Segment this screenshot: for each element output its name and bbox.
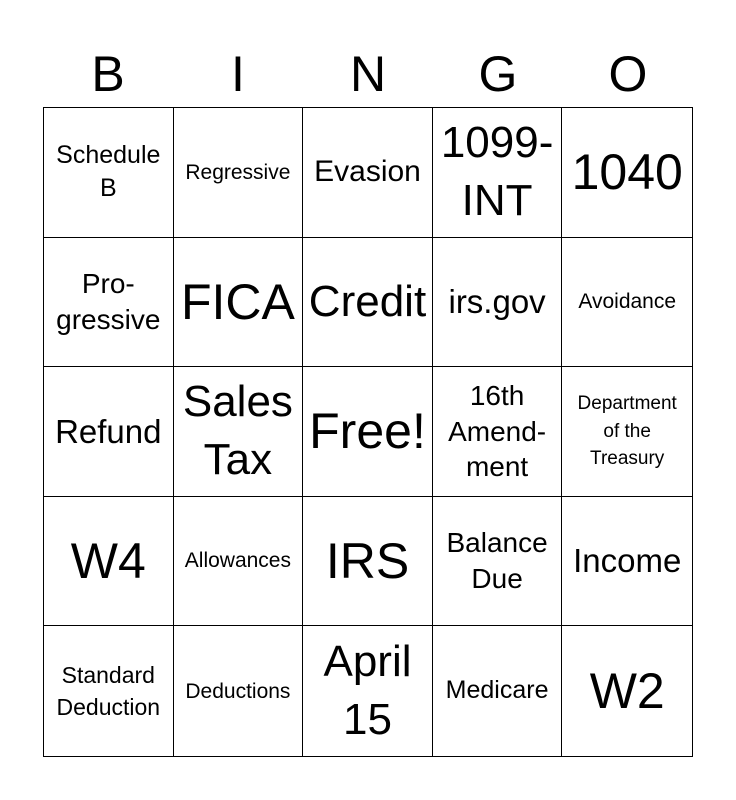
bingo-cell-r1c3[interactable]: [303, 108, 433, 238]
header-letter-n: N: [349, 46, 387, 102]
bingo-board: [43, 107, 693, 757]
cell-label: Balance Due: [446, 527, 548, 595]
cell-label: Regressive: [185, 160, 291, 184]
bingo-cell-r4c5[interactable]: [562, 497, 692, 627]
bingo-cell-r2c4[interactable]: [433, 238, 563, 368]
cell-label: Income: [573, 542, 682, 580]
cell-label: April 15: [323, 637, 412, 745]
bingo-header: [43, 40, 693, 108]
header-letter-g: G: [478, 46, 518, 102]
cell-label: IRS: [325, 533, 410, 590]
bingo-cell-r3c1[interactable]: [44, 367, 174, 497]
bingo-cell-r5c5[interactable]: [562, 626, 692, 756]
bingo-cell-r5c1[interactable]: [44, 626, 174, 756]
cell-label: W2: [589, 663, 665, 720]
cell-label: Standard Deduction: [56, 662, 161, 721]
bingo-cell-r5c3[interactable]: [303, 626, 433, 756]
cell-label: Free!: [309, 403, 426, 460]
bingo-cell-r5c4[interactable]: [433, 626, 563, 756]
bingo-cell-r5c2[interactable]: [174, 626, 304, 756]
cell-label: Allowances: [184, 549, 291, 573]
bingo-cell-r3c4[interactable]: [433, 367, 563, 497]
bingo-cell-r3c2[interactable]: [174, 367, 304, 497]
cell-label: Deductions: [185, 679, 291, 703]
bingo-cell-r3c5[interactable]: [562, 367, 692, 497]
cell-label: Department of the Treasury: [577, 393, 677, 470]
bingo-cell-r3c3[interactable]: [303, 367, 433, 497]
bingo-cell-r1c5[interactable]: [562, 108, 692, 238]
cell-label: irs.gov: [448, 283, 546, 321]
cell-label: Pro- gressive: [56, 268, 161, 335]
bingo-cell-r2c5[interactable]: [562, 238, 692, 368]
cell-label: Avoidance: [578, 290, 677, 314]
cell-label: Refund: [55, 412, 162, 450]
cell-label: 1099- INT: [440, 118, 554, 226]
header-letter-i: I: [231, 46, 245, 102]
cell-label: 16th Amend- ment: [448, 379, 547, 483]
bingo-cell-r1c4[interactable]: [433, 108, 563, 238]
bingo-cell-r4c2[interactable]: [174, 497, 304, 627]
header-letter-b: B: [91, 46, 125, 102]
cell-label: Credit: [308, 276, 427, 326]
cell-label: Sales Tax: [182, 377, 293, 485]
bingo-cell-r4c4[interactable]: [433, 497, 563, 627]
bingo-cell-r4c3[interactable]: [303, 497, 433, 627]
cell-label: 1040: [571, 144, 683, 201]
cell-label: Schedule B: [56, 140, 161, 203]
bingo-cell-r1c1[interactable]: [44, 108, 174, 238]
bingo-cell-r1c2[interactable]: [174, 108, 304, 238]
bingo-cell-r4c1[interactable]: [44, 497, 174, 627]
cell-label: Evasion: [314, 155, 421, 189]
header-letter-o: O: [608, 46, 648, 102]
cell-label: FICA: [180, 273, 295, 330]
bingo-cell-r2c2[interactable]: [174, 238, 304, 368]
cell-label: Medicare: [445, 676, 549, 705]
cell-label: W4: [70, 533, 146, 590]
bingo-cell-r2c3[interactable]: [303, 238, 433, 368]
bingo-cell-r2c1[interactable]: [44, 238, 174, 368]
